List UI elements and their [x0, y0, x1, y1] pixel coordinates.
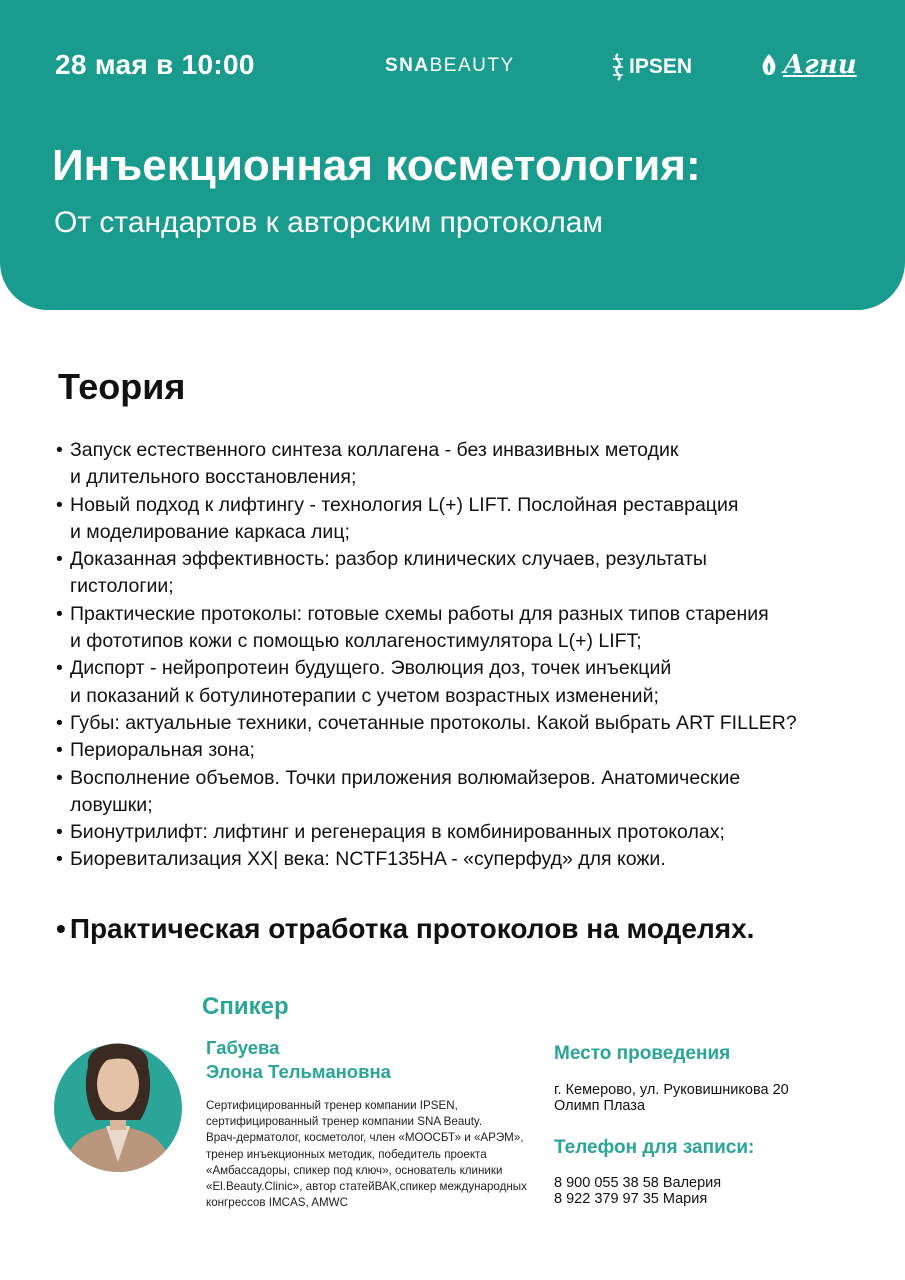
phone-heading: Телефон для записи: — [554, 1137, 755, 1158]
ipsen-logo-text: IPSEN — [629, 55, 693, 78]
speaker-description-line: «Амбассадоры, спикер под ключ», основатель клиники — [206, 1163, 503, 1177]
speaker-name — [206, 1036, 391, 1084]
theory-list-item-line: и длительного восстановления; — [70, 466, 357, 489]
ipsen-logo — [610, 53, 692, 81]
speaker-description-line: сертифицированный тренер компании SNA Beauty. — [206, 1115, 483, 1129]
practice-line — [56, 913, 754, 945]
theory-list-item-line: • Биоревитализация XX| века: NCTF135HA - «суперфуд» для кожи. — [70, 848, 666, 871]
ipsen-emblem-icon — [610, 53, 626, 81]
speaker-description-line: конгрессов IMCAS, AMWC — [206, 1196, 348, 1210]
speaker-description-line: Врач-дерматолог, косметолог, член «МООСБТ» и «АРЭМ», — [206, 1131, 524, 1145]
sna-logo-bold: SNA — [385, 55, 430, 76]
theory-list-item-line: гистологии; — [70, 575, 174, 598]
theory-list-item-line: • Диспорт - нейропротеин будущего. Эволюция доз, точек инъекций — [70, 657, 672, 680]
theory-list-item-line: и фототипов кожи с помощью коллагеностимулятора L(+) LIFT; — [70, 630, 642, 653]
phone-list — [554, 1175, 721, 1207]
theory-heading: Теория — [58, 366, 186, 407]
theory-list-item-line: • Периоральная зона; — [70, 739, 255, 762]
venue-heading: Место проведения — [554, 1043, 731, 1064]
theory-list-item — [56, 765, 876, 820]
speaker-description-line: «El.Beauty.Clinic», автор статейВАК,спикер международных — [206, 1180, 527, 1194]
theory-list-item — [56, 737, 876, 764]
page-subtitle: От стандартов к авторским протоколам — [54, 206, 604, 239]
page-title: Инъекционная косметология: — [52, 141, 701, 190]
practice-text: Практическая отработка протоколов на моделях. — [69, 913, 755, 944]
sna-logo-light: BEAUTY — [429, 55, 515, 76]
theory-list-item — [56, 437, 876, 492]
practice-bullet: • — [56, 913, 66, 944]
agni-logo-text: Агни — [783, 50, 857, 80]
theory-list-item-line: и показаний к ботулинотерапии с учетом возрастных изменений; — [70, 684, 659, 707]
theory-list-item — [56, 710, 876, 737]
theory-list-item-line: и моделирование каркаса лиц; — [70, 520, 350, 543]
speaker-description — [206, 1098, 536, 1211]
speaker-description-line: тренер инъекционных методик, победитель проекта — [206, 1147, 487, 1161]
theory-list-item-line: • Восполнение объемов. Точки приложения волюмайзеров. Анатомические — [70, 766, 741, 789]
theory-list-item — [56, 846, 876, 873]
theory-list-item — [56, 601, 876, 656]
venue-address — [554, 1082, 789, 1114]
agni-flame-icon — [758, 53, 780, 77]
theory-list-item-line: • Новый подход к лифтингу - технология L(+) LIFT. Послойная реставрация — [70, 493, 739, 516]
speaker-description-line: Сертифицированный тренер компании IPSEN, — [206, 1099, 458, 1112]
venue-street: г. Кемерово, ул. Руковишникова 20 — [554, 1082, 789, 1098]
speaker-given-names: Элона Тельмановна — [206, 1061, 391, 1082]
theory-list-item-line: • Практические протоколы: готовые схемы работы для разных типов старения — [70, 602, 769, 625]
speaker-heading: Спикер — [202, 993, 289, 1020]
phone-number[interactable]: 8 900 055 38 58 Валерия — [554, 1175, 722, 1191]
theory-list-item — [56, 655, 876, 710]
phone-number[interactable]: 8 922 379 97 35 Мария — [554, 1191, 708, 1207]
theory-list — [56, 437, 876, 874]
theory-list-item — [56, 546, 876, 601]
venue-building: Олимп Плаза — [554, 1098, 646, 1114]
sna-beauty-logo — [385, 55, 515, 77]
header-banner — [0, 0, 905, 310]
theory-list-item-line: • Доказанная эффективность: разбор клинических случаев, результаты — [70, 548, 707, 571]
speaker-photo — [54, 1022, 182, 1172]
theory-list-item — [56, 819, 876, 846]
theory-list-item-line: • Запуск естественного синтеза коллагена - без инвазивных методик — [70, 439, 679, 461]
theory-list-item-line: • Губы: актуальные техники, сочетанные протоколы. Какой выбрать ART FILLER? — [70, 711, 797, 734]
theory-list-item — [56, 492, 876, 547]
agni-logo — [758, 50, 857, 80]
event-date: 28 мая в 10:00 — [55, 49, 255, 80]
speaker-surname: Габуева — [206, 1037, 280, 1058]
theory-list-item-line: ловушки; — [70, 793, 153, 816]
theory-list-item-line: • Бионутрилифт: лифтинг и регенерация в комбинированных протоколах; — [70, 821, 725, 844]
